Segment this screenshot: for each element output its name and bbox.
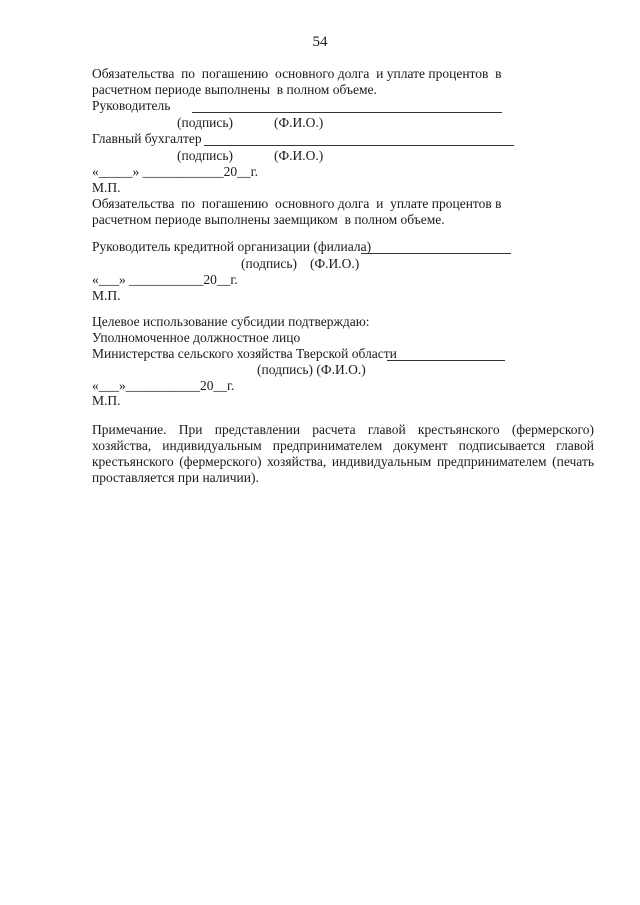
accountant-signature-line [204,145,514,146]
bank-date-line: «___» ___________20__г. [92,272,238,287]
bank-obligations-text-line-1: Обязательства по погашению основного долга и уплате процентов в [92,196,502,211]
bank-stamp-place: М.П. [92,288,121,303]
bank-head-label: Руководитель кредитной организации (филиала) [92,239,372,254]
ministry-label: Министерства сельского хозяйства Тверской области [92,346,397,361]
obligations-text-line-1: Обязательства по погашению основного долга и уплате процентов в [92,66,502,81]
head-sign-caption: (подпись) [177,115,234,130]
ministry-date-line: «___»___________20__г. [92,378,235,393]
ministry-caption: (подпись) (Ф.И.О.) [257,362,366,377]
note-paragraph: Примечание. При представлении расчета главой крестьянского (фермерского) хозяйства, индивидуальным предпринимателем документ подписывается главой крестьянского (фермерского) хозяйства, индивидуальным предпринимателем (печать проставляется при наличии). [92,422,594,485]
date-line: «_____» ____________20__г. [92,164,259,179]
bank-head-signature-line [361,253,511,254]
bank-name-caption: (Ф.И.О.) [310,256,360,271]
accountant-sign-caption: (подпись) [177,148,234,163]
stamp-place: М.П. [92,180,121,195]
obligations-text-line-2: расчетном периоде выполнены в полном объеме. [92,82,377,97]
head-signature-line [192,112,502,113]
subsidy-confirm-text: Целевое использование субсидии подтверждаю: [92,314,370,329]
bank-obligations-text-line-2: расчетном периоде выполнены заемщиком в полном объеме. [92,212,445,227]
accountant-label: Главный бухгалтер [92,131,202,146]
ministry-signature-line [387,360,505,361]
bank-sign-caption: (подпись) [241,256,298,271]
head-name-caption: (Ф.И.О.) [274,115,324,130]
ministry-stamp-place: М.П. [92,393,121,408]
page-number: 54 [312,34,328,50]
accountant-name-caption: (Ф.И.О.) [274,148,324,163]
head-label: Руководитель [92,98,171,113]
authorized-official-label: Уполномоченное должностное лицо [92,330,301,345]
